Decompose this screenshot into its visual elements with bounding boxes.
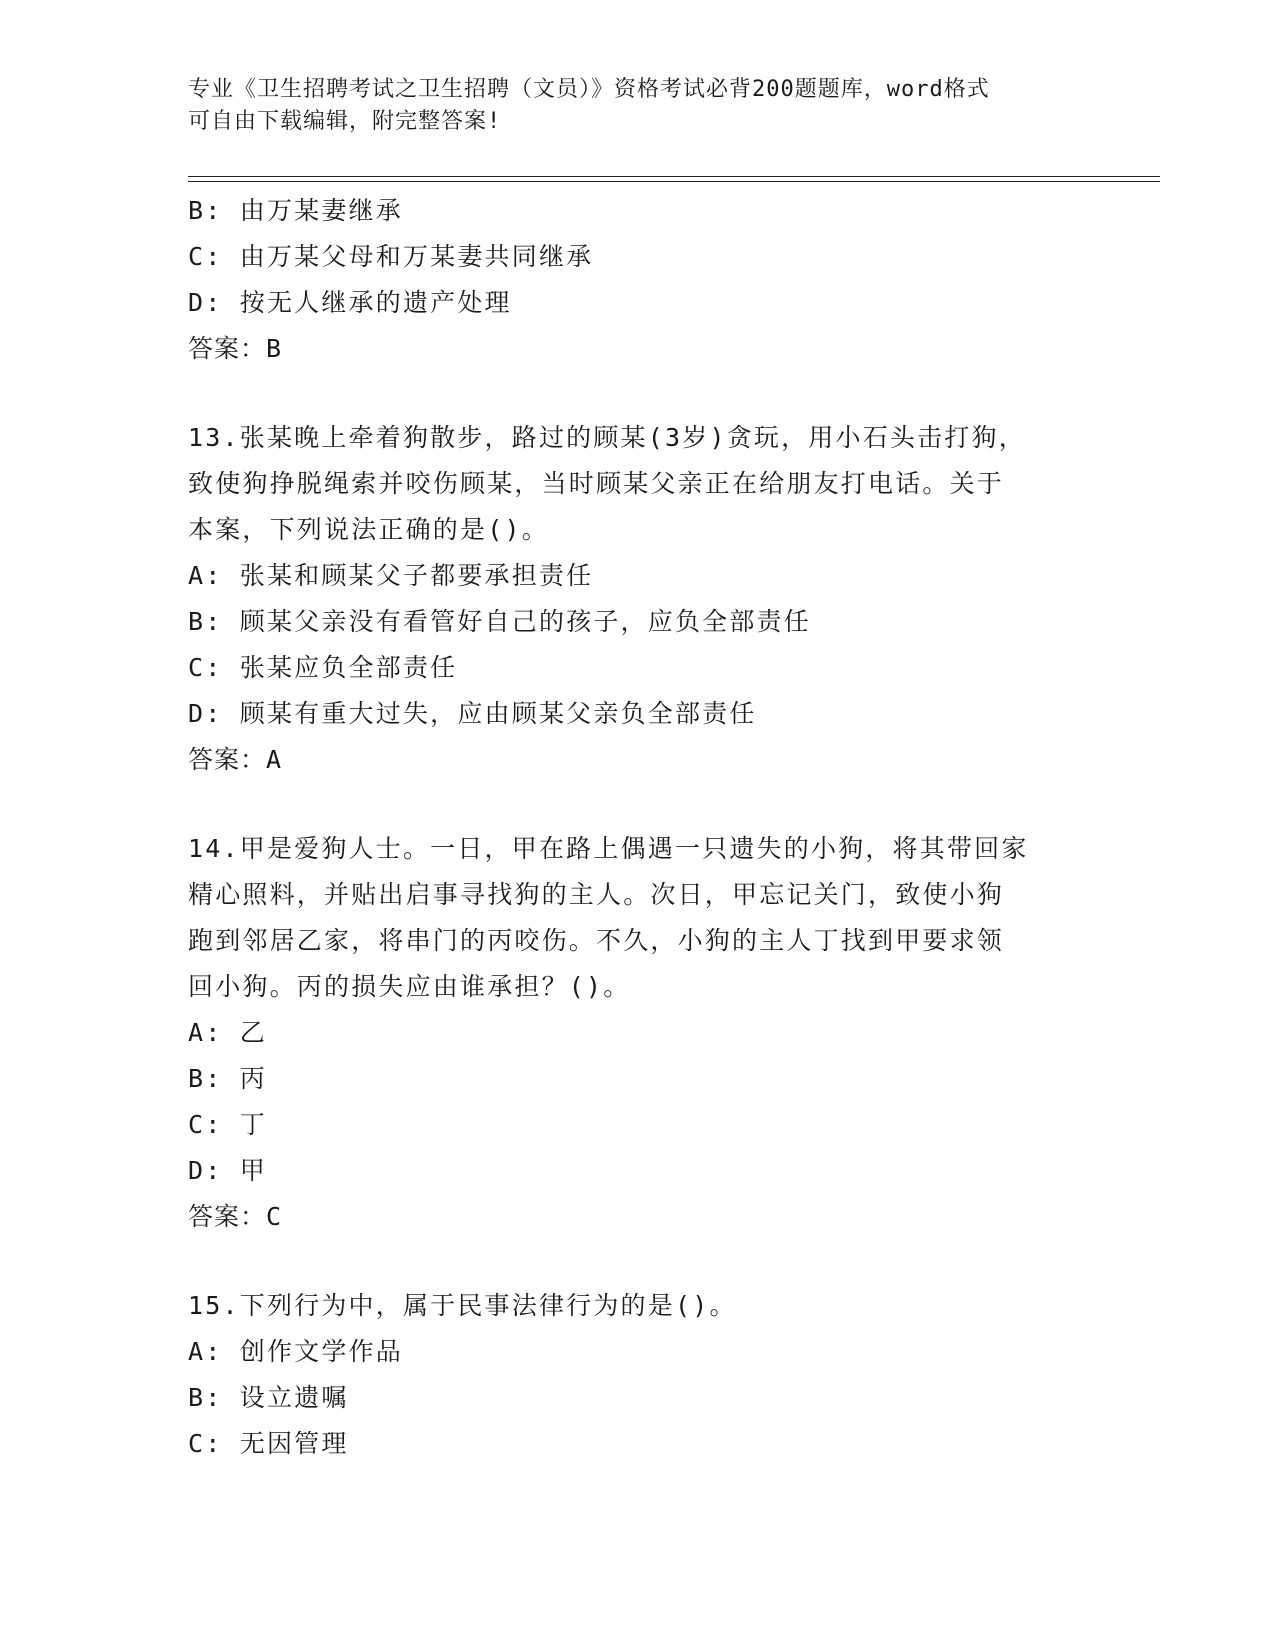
- answer-option: B: 由万某妻继承: [188, 196, 403, 225]
- question-text-line: 13.张某晚上牵着狗散步，路过的顾某(3岁)贪玩，用小石头击打狗，: [188, 423, 1026, 452]
- answer-option: D: 顾某有重大过失，应由顾某父亲负全部责任: [188, 699, 757, 728]
- block-spacer: [188, 1240, 1088, 1283]
- question-text-line: 本案，下列说法正确的是()。: [188, 515, 549, 544]
- question-text-line: 14.甲是爱狗人士。一日，甲在路上偶遇一只遗失的小狗，将其带回家: [188, 834, 1029, 863]
- question-text-line: 15.下列行为中，属于民事法律行为的是()。: [188, 1291, 737, 1320]
- answer-option: A: 创作文学作品: [188, 1337, 403, 1366]
- answer-option: B: 设立遗嘱: [188, 1383, 349, 1412]
- answer-option: B: 丙: [188, 1064, 267, 1093]
- answer-option: D: 甲: [188, 1156, 267, 1185]
- answer-key: 答案：B: [188, 334, 283, 363]
- block-spacer: [188, 783, 1088, 826]
- answer-option: C: 丁: [188, 1110, 267, 1139]
- block-spacer: [188, 372, 1088, 415]
- question-text-line: 跑到邻居乙家，将串门的丙咬伤。不久，小狗的主人丁找到甲要求领: [188, 926, 1005, 955]
- answer-option: B: 顾某父亲没有看管好自己的孩子，应负全部责任: [188, 607, 811, 636]
- question-text-line: 回小狗。丙的损失应由谁承担？()。: [188, 972, 631, 1001]
- question-block: [188, 826, 1088, 1240]
- header-divider-top: [188, 176, 1160, 177]
- answer-option: C: 由万某父母和万某妻共同继承: [188, 242, 594, 271]
- question-text-line: 致使狗挣脱绳索并咬伤顾某，当时顾某父亲正在给朋友打电话。关于: [188, 469, 1005, 498]
- document-header: [188, 74, 1088, 138]
- question-list: [188, 188, 1088, 1467]
- answer-option: C: 张某应负全部责任: [188, 653, 458, 682]
- answer-key: 答案：C: [188, 1202, 283, 1231]
- header-title-line1: 专业《卫生招聘考试之卫生招聘（文员）》资格考试必背200题题库，word格式: [188, 77, 990, 102]
- answer-option: C: 无因管理: [188, 1429, 349, 1458]
- question-block: [188, 415, 1088, 783]
- header-title-line2: 可自由下载编辑，附完整答案!: [188, 109, 502, 134]
- answer-option: A: 张某和顾某父子都要承担责任: [188, 561, 594, 590]
- answer-option: A: 乙: [188, 1018, 267, 1047]
- header-divider-bottom: [188, 181, 1160, 182]
- question-block: [188, 188, 1088, 372]
- answer-key: 答案：A: [188, 745, 283, 774]
- answer-option: D: 按无人继承的遗产处理: [188, 288, 512, 317]
- question-text-line: 精心照料，并贴出启事寻找狗的主人。次日，甲忘记关门，致使小狗: [188, 880, 1005, 909]
- question-block: [188, 1283, 1088, 1467]
